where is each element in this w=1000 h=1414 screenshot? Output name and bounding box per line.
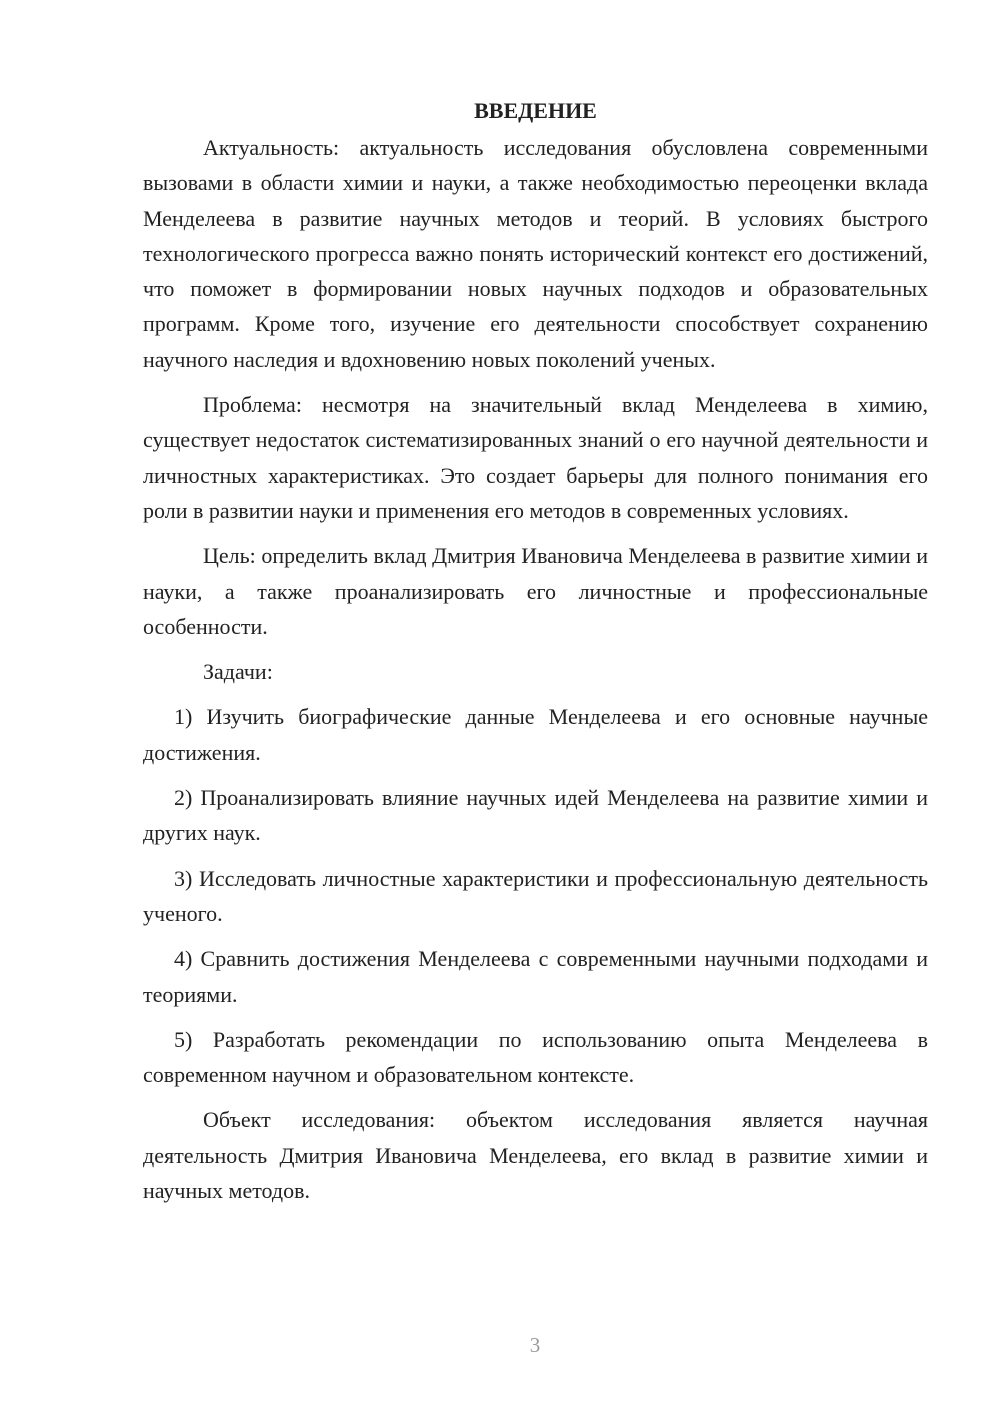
task-item-4: 4) Сравнить достижения Менделеева с современными научными подходами и теориями. (143, 946, 928, 1007)
task-item-3: 3) Исследовать личностные характеристики и профессиональную деятельность ученого. (143, 865, 928, 926)
task-item-1: 1) Изучить биографические данные Менделеева и его основные научные достижения. (143, 704, 928, 765)
page-number: 3 (529, 1333, 541, 1357)
tasks-heading: Задачи: (203, 659, 273, 685)
task-item-5: 5) Разработать рекомендации по использованию опыта Менделеева в современном научном и образовательном контексте. (143, 1026, 928, 1088)
section-title: ВВЕДЕНИЕ (474, 98, 597, 123)
paragraph-object: Объект исследования: объектом исследования является научная деятельность Дмитрия Ивановича Менделеева, его вклад в развитие химии и научных методов. (143, 1107, 928, 1204)
task-item-2: 2) Проанализировать влияние научных идей Менделеева на развитие химии и других наук. (143, 785, 928, 846)
document-page (143, 96, 928, 1218)
paragraph-goal: Цель: определить вклад Дмитрия Ивановича Менделеева в развитие химии и науки, а также проанализировать его личностные и профессиональные особенности. (143, 543, 928, 639)
paragraph-problem: Проблема: несмотря на значительный вклад Менделеева в химию, существует недостаток систематизированных знаний о его научной деятельности и личностных характеристиках. Это создает барьеры для полного понимания его роли в развитии науки и применения его методов в современных условиях. (143, 392, 928, 523)
paragraph-relevance: Актуальность: актуальность исследования обусловлена современными вызовами в области химии и науки, а также необходимостью переоценки вклада Менделеева в развитие научных методов и теорий. В условиях быстрого технологического прогресса важно понять исторический контекст его достижений, что поможет в формировании новых научных подходов и образовательных программ. Кроме того, изучение его деятельности способствует сохранению научного наследия и вдохновению новых поколений ученых. (143, 135, 928, 372)
